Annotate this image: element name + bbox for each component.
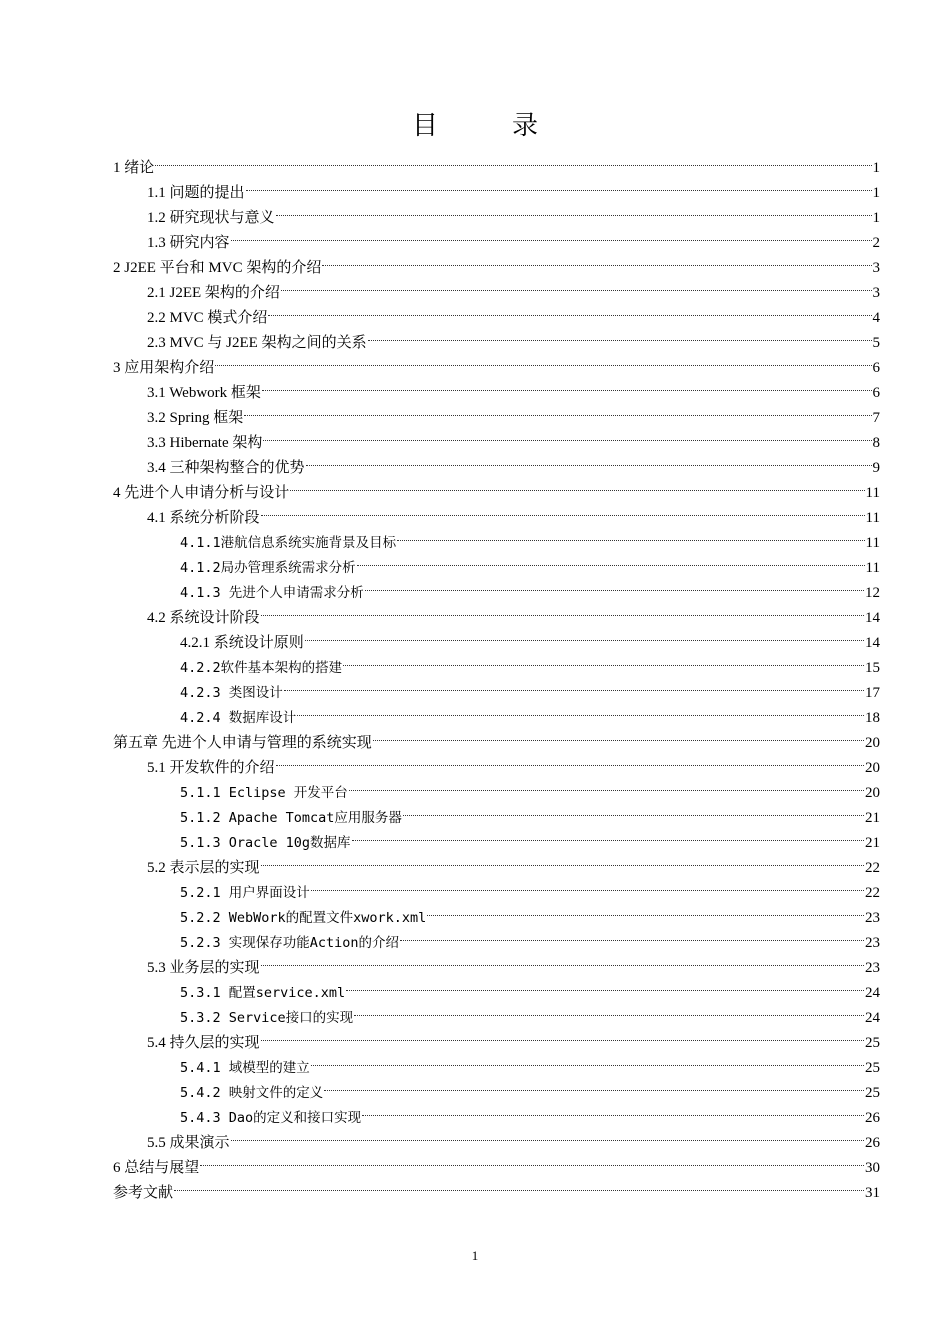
toc-entry-label: 4.2 系统设计阶段 [147,610,260,626]
toc-entry[interactable] [180,1098,880,1126]
toc-entry-label: 5.2.1 用户界面设计 [180,885,310,901]
toc-entry-page: 6 [872,385,880,401]
toc-entry[interactable] [180,873,880,901]
toc-entry[interactable] [113,723,880,751]
dot-leader [322,248,871,272]
toc-entry[interactable] [147,298,880,326]
toc-entry-label: 5.4.2 映射文件的定义 [180,1085,324,1101]
toc-entry-page: 18 [865,710,880,726]
toc-entry[interactable] [180,548,880,576]
toc-entry[interactable] [147,223,880,251]
dot-leader [276,748,864,772]
toc-entry-page: 11 [865,485,880,501]
toc-entry[interactable] [180,823,880,851]
toc-entry-page: 23 [865,960,880,976]
toc-entry[interactable] [147,448,880,476]
toc-entry[interactable] [147,948,880,976]
toc-entry[interactable] [147,498,880,526]
toc-entry[interactable] [180,1073,880,1101]
dot-leader [357,548,865,572]
toc-entry-label: 5.2.3 实现保存功能Action的介绍 [180,935,400,951]
dot-leader [365,573,864,597]
toc-entry-page: 1 [872,160,880,176]
toc-entry[interactable] [147,198,880,226]
toc-entry-label: 4.1 系统分析阶段 [147,510,260,526]
dot-leader [263,423,871,447]
toc-entry[interactable] [113,473,880,501]
toc-entry-page: 15 [865,660,880,676]
dot-leader [368,323,872,347]
toc-entry-page: 5 [872,335,880,351]
toc-entry[interactable] [180,998,880,1026]
toc-entry[interactable] [180,698,880,726]
dot-leader [306,448,872,472]
toc-entry-page: 20 [865,760,880,776]
toc-entry-label: 2 J2EE 平台和 MVC 架构的介绍 [113,260,322,276]
toc-entry-page: 1 [872,185,880,201]
dot-leader [403,798,864,822]
toc-entry-label: 5.3 业务层的实现 [147,960,260,976]
toc-entry[interactable] [147,748,880,776]
toc-entry-label: 6 总结与展望 [113,1160,200,1176]
dot-leader [284,673,864,697]
toc-entry[interactable] [180,898,880,926]
toc-entry-label: 4.1.1港航信息系统实施背景及目标 [180,535,397,551]
toc-entry-page: 30 [865,1160,880,1176]
dot-leader [346,973,864,997]
toc-entry-label: 5.2 表示层的实现 [147,860,260,876]
toc-entry[interactable] [147,373,880,401]
toc-entry-label: 3 应用架构介绍 [113,360,215,376]
toc-entry-label: 4.2.1 系统设计原则 [180,635,304,651]
toc-entry[interactable] [147,398,880,426]
toc-entry[interactable] [113,1173,880,1201]
toc-entry-page: 26 [865,1110,880,1126]
toc-entry[interactable] [147,423,880,451]
toc-entry-page: 31 [865,1185,880,1201]
toc-entry-page: 22 [865,860,880,876]
toc-entry-page: 3 [872,260,880,276]
toc-entry-page: 7 [872,410,880,426]
dot-leader [261,498,865,522]
toc-entry-label: 1.1 问题的提出 [147,185,245,201]
dot-leader [311,1048,864,1072]
toc-entry[interactable] [180,648,880,676]
dot-leader [343,648,864,672]
dot-leader [231,1123,864,1147]
toc-entry-label: 3.4 三种架构整合的优势 [147,460,305,476]
toc-entry-page: 25 [865,1060,880,1076]
toc-entry-label: 2.1 J2EE 架构的介绍 [147,285,280,301]
toc-entry[interactable] [147,1023,880,1051]
dot-leader [324,1073,864,1097]
dot-leader [362,1098,864,1122]
dot-leader [281,273,872,297]
dot-leader [373,723,864,747]
toc-entry-page: 4 [872,310,880,326]
toc-entry-label: 1 绪论 [113,160,155,176]
toc-entry-label: 5.3.1 配置service.xml [180,985,346,1001]
toc-entry[interactable] [147,1123,880,1151]
toc-title: 目 录 [411,111,562,140]
toc-entry-page: 24 [865,1010,880,1026]
toc-entry-label: 5.1.1 Eclipse 开发平台 [180,785,348,801]
toc-entry-label: 第五章 先进个人申请与管理的系统实现 [113,735,372,751]
toc-entry-page: 14 [865,635,880,651]
toc-entry-label: 4.1.3 先进个人申请需求分析 [180,585,364,601]
dot-leader [352,823,864,847]
toc-entry-page: 2 [872,235,880,251]
dot-leader [297,698,864,722]
dot-leader [231,223,872,247]
toc-entry-label: 4 先进个人申请分析与设计 [113,485,290,501]
dot-leader [200,1148,864,1172]
toc-entry[interactable] [180,773,880,801]
toc-entry-page: 21 [865,810,880,826]
dot-leader [427,898,864,922]
toc-entry[interactable] [180,923,880,951]
toc-entry-page: 17 [865,685,880,701]
toc-entry[interactable] [180,623,880,651]
dot-leader [397,523,864,547]
toc-entry-label: 5.2.2 WebWork的配置文件xwork.xml [180,910,427,926]
toc-entry-label: 参考文献 [113,1185,174,1201]
dot-leader [354,998,864,1022]
dot-leader [261,598,864,622]
toc-entry-page: 11 [865,510,880,526]
dot-leader [268,298,871,322]
dot-leader [305,623,864,647]
toc-entry[interactable] [180,798,880,826]
toc-entry-page: 8 [872,435,880,451]
toc-entry-label: 3.3 Hibernate 架构 [147,435,263,451]
dot-leader [290,473,864,497]
dot-leader [311,873,864,897]
toc-entry[interactable] [180,1048,880,1076]
toc-entry-label: 4.2.4 数据库设计 [180,710,297,726]
dot-leader [261,948,864,972]
toc-entry-page: 3 [872,285,880,301]
toc-entry[interactable] [180,973,880,1001]
toc-entry-page: 11 [865,560,880,576]
toc-entry-page: 24 [865,985,880,1001]
toc-entry-label: 2.2 MVC 模式介绍 [147,310,268,326]
toc-entry-page: 6 [872,360,880,376]
toc-entry-page: 9 [872,460,880,476]
toc-entry-label: 2.3 MVC 与 J2EE 架构之间的关系 [147,335,367,351]
toc-entry-label: 5.1.3 Oracle 10g数据库 [180,835,351,851]
toc-entry-label: 5.4.3 Dao的定义和接口实现 [180,1110,362,1126]
dot-leader [246,173,872,197]
page-number-footer: 1 [471,1248,479,1263]
dot-leader [261,848,864,872]
toc-entry-page: 25 [865,1035,880,1051]
toc-entry[interactable] [147,598,880,626]
dot-leader [215,348,871,372]
toc-entry-label: 4.2.3 类图设计 [180,685,283,701]
toc-entry-label: 3.1 Webwork 框架 [147,385,261,401]
toc-entry-page: 20 [865,735,880,751]
toc-entry-label: 5.4 持久层的实现 [147,1035,260,1051]
toc-entry-page: 14 [865,610,880,626]
dot-leader [400,923,864,947]
toc-entry[interactable] [147,323,880,351]
toc-entry[interactable] [180,573,880,601]
toc-entry-label: 4.1.2局办管理系统需求分析 [180,560,356,576]
dot-leader [276,198,872,222]
toc-entry-page: 26 [865,1135,880,1151]
dot-leader [262,373,872,397]
toc-entry-page: 23 [865,935,880,951]
dot-leader [155,148,871,172]
toc-entry[interactable] [147,848,880,876]
toc-entry-label: 5.5 成果演示 [147,1135,230,1151]
toc-entry[interactable] [147,273,880,301]
toc-entry[interactable] [180,673,880,701]
toc-entry[interactable] [113,348,880,376]
toc-entry-page: 1 [872,210,880,226]
toc-entry[interactable] [113,248,880,276]
toc-entry-label: 1.3 研究内容 [147,235,230,251]
toc-entry-page: 11 [865,535,880,551]
toc-entry-page: 22 [865,885,880,901]
dot-leader [174,1173,864,1197]
toc-entry-page: 25 [865,1085,880,1101]
toc-entry-page: 20 [865,785,880,801]
toc-entry-page: 12 [865,585,880,601]
toc-entry[interactable] [113,148,880,176]
toc-entry-label: 5.1.2 Apache Tomcat应用服务器 [180,810,402,826]
toc-entry[interactable] [113,1148,880,1176]
toc-entry-label: 1.2 研究现状与意义 [147,210,275,226]
toc-entry[interactable] [147,173,880,201]
toc-entry-label: 3.2 Spring 框架 [147,410,244,426]
dot-leader [261,1023,864,1047]
dot-leader [349,773,864,797]
toc-entry-page: 23 [865,910,880,926]
toc-entry[interactable] [180,523,880,551]
toc-entry-label: 4.2.2软件基本架构的搭建 [180,660,343,676]
toc-entry-page: 21 [865,835,880,851]
toc-entry-label: 5.4.1 域模型的建立 [180,1060,310,1076]
dot-leader [244,398,871,422]
toc-entry-label: 5.3.2 Service接口的实现 [180,1010,354,1026]
toc-entry-label: 5.1 开发软件的介绍 [147,760,275,776]
